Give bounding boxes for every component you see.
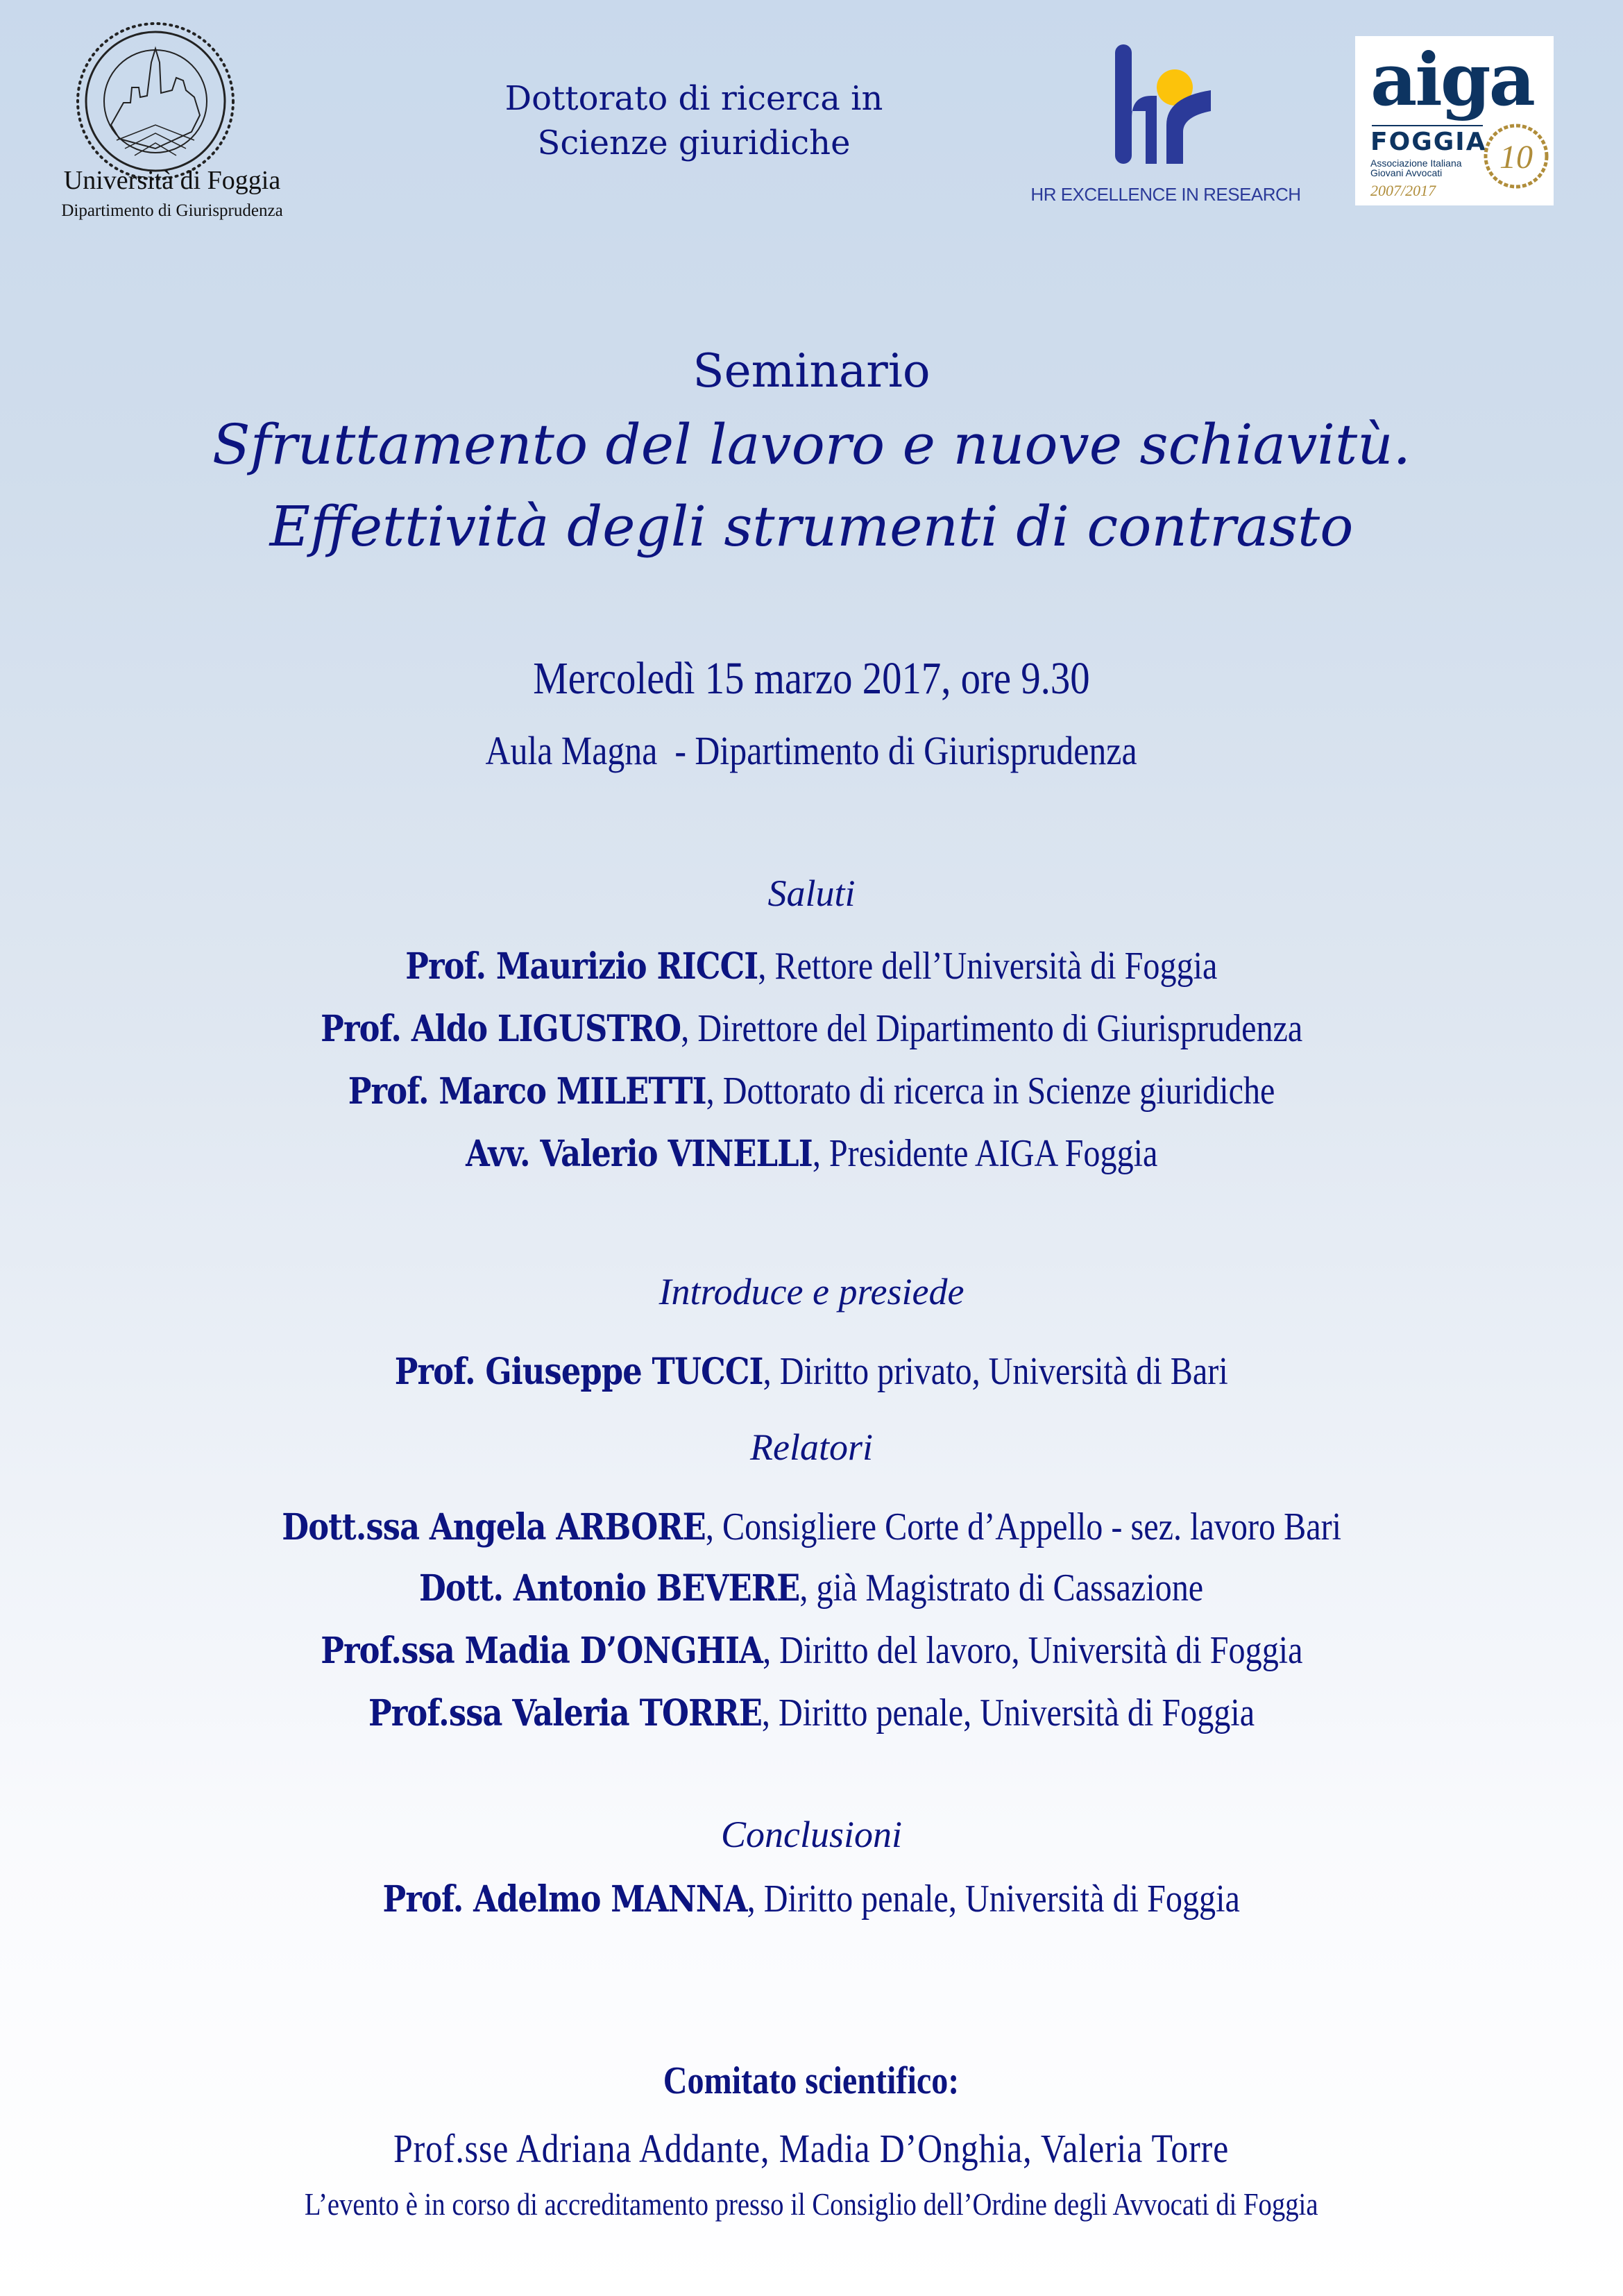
speaker-line: Dott. Antonio BEVERE, già Magistrato di Cassazione bbox=[419, 1567, 1204, 1610]
accreditation-note: L’evento è in corso di accreditamento presso il Consiglio dell’Ordine degli Avvocati di Foggia bbox=[305, 2187, 1318, 2222]
phd-line-2: Scienze giuridiche bbox=[537, 124, 851, 162]
hr-excellence-logo bbox=[1107, 42, 1225, 167]
section-conclusioni-heading: Conclusioni bbox=[720, 1814, 902, 1855]
section-introduce-heading: Introduce e presiede bbox=[658, 1271, 965, 1312]
section-saluti-heading: Saluti bbox=[767, 872, 856, 914]
event-title-line-1: Sfruttamento del lavoro e nuove schiavitù. bbox=[212, 412, 1411, 477]
speaker-line: Prof. Maurizio RICCI, Rettore dell’Università di Foggia bbox=[405, 945, 1218, 988]
svg-text:10: 10 bbox=[1499, 139, 1533, 176]
aiga-years: 2007/2017 bbox=[1370, 182, 1436, 199]
speaker-line: Dott.ssa Angela ARBORE, Consigliere Corte d’Appello - sez. lavoro Bari bbox=[282, 1505, 1341, 1548]
aiga-association-name: Associazione Italiana Giovani Avvocati bbox=[1370, 158, 1462, 178]
university-seal-logo bbox=[75, 21, 236, 182]
committee-heading: Comitato scientifico: bbox=[663, 2059, 960, 2102]
aiga-foggia-logo bbox=[1355, 36, 1554, 205]
aiga-wordmark: aiga bbox=[1370, 37, 1533, 122]
university-name: Università di Foggia bbox=[63, 166, 281, 195]
speaker-line: Prof. Aldo LIGUSTRO, Direttore del Dipartimento di Giurisprudenza bbox=[320, 1007, 1303, 1050]
phd-line-1: Dottorato di ricerca in bbox=[504, 79, 883, 118]
anniversary-medal-icon bbox=[1480, 118, 1549, 194]
university-department: Dipartimento di Giurisprudenza bbox=[61, 201, 283, 220]
speaker-line: Prof.ssa Valeria TORRE, Diritto penale, Università di Foggia bbox=[368, 1691, 1255, 1734]
speaker-line: Prof. Adelmo MANNA, Diritto penale, Università di Foggia bbox=[382, 1877, 1241, 1921]
hr-excellence-caption: HR EXCELLENCE IN RESEARCH bbox=[1030, 184, 1301, 205]
speaker-line: Prof. Marco MILETTI, Dottorato di ricerca in Scienze giuridiche bbox=[348, 1070, 1275, 1113]
speaker-line: Prof.ssa Madia D’ONGHIA, Diritto del lavoro, Università di Foggia bbox=[320, 1629, 1303, 1672]
event-title-line-2: Effettività degli strumenti di contrasto bbox=[269, 494, 1354, 559]
section-relatori-heading: Relatori bbox=[750, 1426, 873, 1468]
aiga-divider bbox=[1372, 125, 1483, 126]
phd-program-label bbox=[451, 76, 937, 165]
committee-members: Prof.sse Adriana Addante, Madia D’Onghia, Valeria Torre bbox=[393, 2126, 1230, 2171]
event-type: Seminario bbox=[692, 344, 931, 398]
aiga-city: FOGGIA bbox=[1370, 128, 1487, 156]
event-date: Mercoledì 15 marzo 2017, ore 9.30 bbox=[533, 653, 1090, 704]
event-location: Aula Magna - Dipartimento di Giurisprudenza bbox=[485, 728, 1138, 773]
speaker-line: Avv. Valerio VINELLI, Presidente AIGA Foggia bbox=[465, 1132, 1158, 1175]
speaker-line: Prof. Giuseppe TUCCI, Diritto privato, Università di Bari bbox=[395, 1350, 1228, 1393]
